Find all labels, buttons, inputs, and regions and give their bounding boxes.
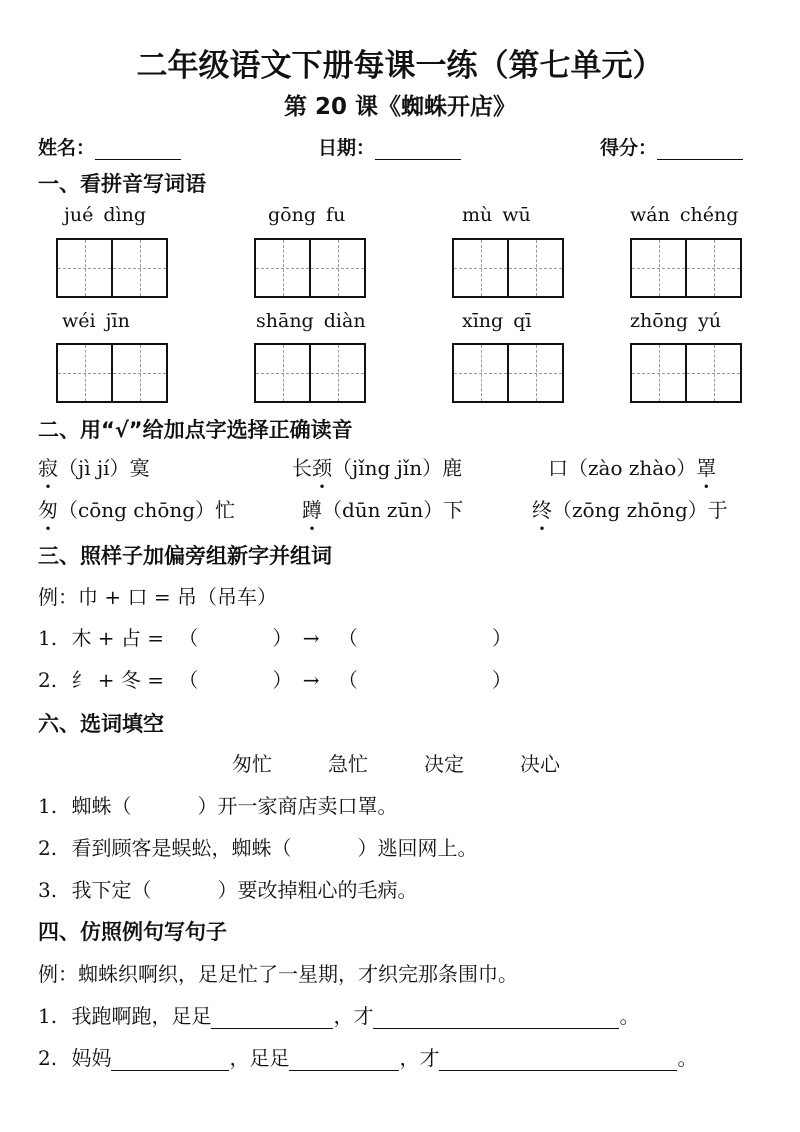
score-label: 得分： [600, 137, 658, 159]
reading-item[interactable]: 长颈（jǐng jǐn）鹿 [292, 456, 463, 480]
answer-line[interactable] [373, 1008, 619, 1029]
dotted-char: 颈 [312, 456, 332, 480]
fill-question: 3. 我下定（ ）要改掉粗心的毛病。 [38, 878, 418, 902]
word-bank-item: 匆忙 [232, 752, 272, 776]
reading-item[interactable]: 寂（jì jí）寞 [38, 456, 150, 480]
pinyin-label: wéi jīn [62, 310, 130, 332]
pinyin-label: wán chéng [630, 204, 739, 226]
example-sentence: 例：蜘蛛织啊织，足足忙了一星期，才织完那条围巾。 [38, 962, 518, 986]
pinyin-label: mù wū [462, 204, 531, 226]
pinyin-label: gōng fu [268, 204, 346, 226]
pinyin-options[interactable]: （jǐng jǐn） [332, 456, 443, 480]
radical-question: 2. 纟 + 冬 = （ ） → （ ） [38, 668, 512, 692]
dotted-char: 罩 [696, 456, 717, 480]
name-field[interactable] [38, 133, 181, 160]
dotted-char: 匆 [38, 498, 58, 522]
name-blank[interactable] [95, 139, 181, 160]
writing-grid[interactable] [254, 343, 366, 403]
pinyin-options[interactable]: （jì jí） [58, 456, 130, 480]
writing-grid[interactable] [56, 343, 168, 403]
date-label: 日期： [318, 137, 376, 159]
pinyin-label: zhōng yú [630, 310, 722, 332]
answer-line[interactable] [439, 1050, 677, 1071]
arrow-icon: → [302, 668, 320, 692]
writing-grid[interactable] [630, 343, 742, 403]
section-2-heading: 二、用“√”给加点字选择正确读音 [38, 418, 353, 442]
pinyin-label: shāng diàn [256, 310, 366, 332]
dotted-char: 终 [532, 498, 552, 522]
pinyin-options[interactable]: （dūn zūn） [322, 498, 444, 522]
word-bank-item: 决定 [424, 752, 464, 776]
word-bank-item: 决心 [520, 752, 560, 776]
pinyin-options[interactable]: （cōng chōng） [58, 498, 216, 522]
arrow-icon: → [302, 626, 320, 650]
pinyin-options[interactable]: （zào zhào） [568, 456, 697, 480]
radical-question: 1. 木 + 占 = （ ） → （ ） [38, 626, 512, 650]
writing-grid[interactable] [56, 238, 168, 298]
section-4-heading: 四、仿照例句写句子 [38, 920, 227, 944]
word-bank-item: 急忙 [328, 752, 368, 776]
answer-line[interactable] [289, 1050, 399, 1071]
section-3-heading: 三、照样子加偏旁组新字并组词 [38, 544, 332, 568]
score-blank[interactable] [657, 139, 743, 160]
example-line: 例：巾 + 口 = 吊（吊车） [38, 585, 277, 609]
answer-line[interactable] [111, 1050, 229, 1071]
dotted-char: 蹲 [302, 498, 322, 522]
reading-item[interactable]: 终（zōng zhōng）于 [532, 498, 728, 522]
section-6-heading: 六、选词填空 [38, 712, 164, 736]
writing-grid[interactable] [630, 238, 742, 298]
page-title: 二年级语文下册每课一练（第七单元） [136, 48, 664, 84]
answer-line[interactable] [211, 1008, 333, 1029]
writing-grid[interactable] [254, 238, 366, 298]
reading-item[interactable]: 口（zào zhào）罩 [548, 456, 717, 480]
writing-grid[interactable] [452, 238, 564, 298]
pinyin-label: xīng qī [462, 310, 532, 332]
section-1-heading: 一、看拼音写词语 [38, 172, 206, 196]
fill-question: 1. 蜘蛛（ ）开一家商店卖口罩。 [38, 794, 398, 818]
date-blank[interactable] [375, 139, 461, 160]
fill-question: 2. 看到顾客是蜈蚣，蜘蛛（ ）逃回网上。 [38, 836, 478, 860]
sentence-question: 2. 妈妈 ，足足 ，才 。 [38, 1046, 698, 1070]
pinyin-label: jué dìng [64, 204, 147, 226]
sentence-question: 1. 我跑啊跑，足足 ，才 。 [38, 1004, 640, 1028]
date-field[interactable] [318, 133, 461, 160]
pinyin-options[interactable]: （zōng zhōng） [552, 498, 708, 522]
writing-grid[interactable] [452, 343, 564, 403]
lesson-subtitle: 第 20 课《蜘蛛开店》 [283, 94, 517, 120]
score-field[interactable] [600, 133, 743, 160]
dotted-char: 寂 [38, 456, 58, 480]
reading-item[interactable]: 匆（cōng chōng）忙 [38, 498, 236, 522]
name-label: 姓名： [38, 137, 96, 159]
reading-item[interactable]: 蹲（dūn zūn）下 [302, 498, 464, 522]
